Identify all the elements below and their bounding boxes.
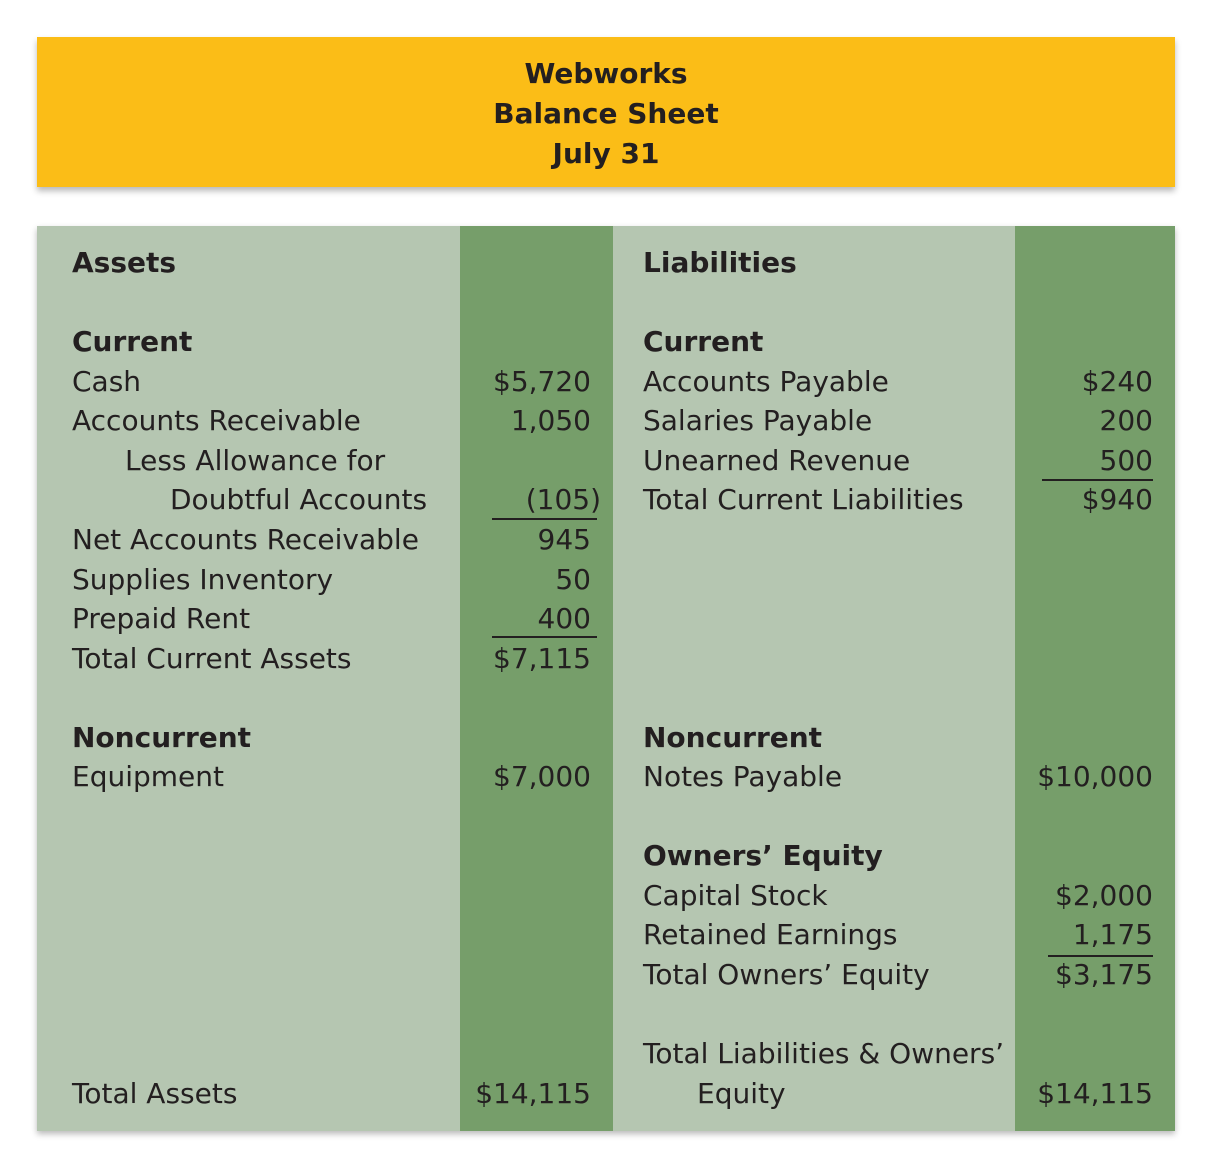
salaries-payable-amount: 200: [1099, 404, 1153, 437]
salaries-payable-label: Salaries Payable: [643, 404, 873, 437]
total-current-liabilities-label: Total Current Liabilities: [643, 483, 964, 516]
owners-equity-heading: Owners’ Equity: [643, 839, 883, 872]
current-assets-heading: Current: [72, 325, 193, 358]
accounts-payable-amount: $240: [1081, 365, 1153, 398]
prepaid-underline: [492, 636, 597, 638]
noncurrent-assets-heading: Noncurrent: [72, 721, 252, 754]
liabilities-heading: Liabilities: [643, 246, 797, 279]
allowance-label-line1: Less Allowance for: [125, 444, 386, 477]
total-current-assets-amount: $7,115: [493, 642, 591, 675]
net-receivable-amount: 945: [537, 523, 591, 556]
allowance-amount: (105): [525, 483, 601, 516]
grand-total-label-line2: Equity: [697, 1077, 786, 1110]
retained-earnings-amount: 1,175: [1072, 918, 1153, 951]
equipment-label: Equipment: [72, 760, 224, 793]
supplies-label: Supplies Inventory: [72, 563, 334, 596]
current-liabilities-heading: Current: [643, 325, 764, 358]
net-receivable-label: Net Accounts Receivable: [72, 523, 419, 556]
notes-payable-amount: $10,000: [1037, 760, 1153, 793]
accounts-payable-label: Accounts Payable: [643, 365, 889, 398]
unearned-revenue-amount: 500: [1099, 444, 1153, 477]
total-owners-equity-amount: $3,175: [1055, 958, 1153, 991]
assets-heading: Assets: [72, 246, 177, 279]
unearned-revenue-label: Unearned Revenue: [643, 444, 911, 477]
noncurrent-liabilities-heading: Noncurrent: [643, 721, 823, 754]
accounts-receivable-label: Accounts Receivable: [72, 404, 361, 437]
grand-total-label-line1: Total Liabilities & Owners’: [643, 1037, 1005, 1070]
allowance-label-line2: Doubtful Accounts: [170, 483, 428, 516]
cash-amount: $5,720: [493, 365, 591, 398]
total-current-assets-label: Total Current Assets: [72, 642, 352, 675]
equipment-amount: $7,000: [493, 760, 591, 793]
company-name: Webworks: [524, 57, 688, 90]
total-current-liabilities-amount: $940: [1081, 483, 1153, 516]
prepaid-rent-label: Prepaid Rent: [72, 602, 251, 635]
grand-total-amount: $14,115: [1037, 1077, 1153, 1110]
retained-earnings-label: Retained Earnings: [643, 918, 898, 951]
capital-stock-amount: $2,000: [1055, 879, 1153, 912]
total-assets-label: Total Assets: [72, 1077, 238, 1110]
accounts-receivable-amount: 1,050: [510, 404, 591, 437]
statement-date: July 31: [552, 137, 660, 170]
prepaid-rent-amount: 400: [537, 602, 591, 635]
statement-title: Balance Sheet: [493, 97, 719, 130]
statement-header: [37, 37, 1175, 187]
supplies-amount: 50: [555, 563, 591, 596]
cash-label: Cash: [72, 365, 142, 398]
total-owners-equity-label: Total Owners’ Equity: [643, 958, 930, 991]
total-assets-amount: $14,115: [475, 1077, 591, 1110]
capital-stock-label: Capital Stock: [643, 879, 828, 912]
notes-payable-label: Notes Payable: [643, 760, 843, 793]
